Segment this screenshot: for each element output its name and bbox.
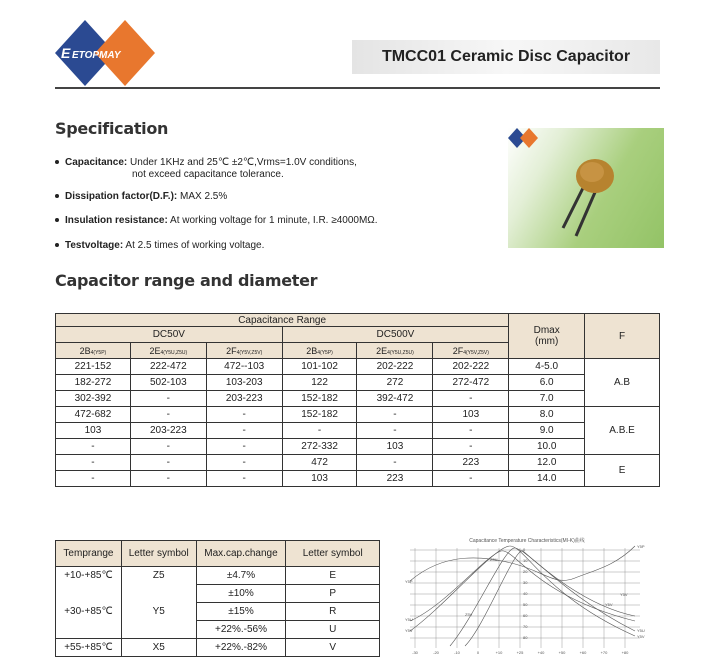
x-tick-label: -20 (433, 650, 439, 655)
table-row (56, 471, 660, 487)
spec-test-voltage: Testvoltage: At 2.5 times of working voltage. (55, 240, 264, 252)
table-cell: 103 (282, 471, 357, 487)
table-cell: 152-182 (282, 391, 357, 407)
y-tick-label: 40 (523, 591, 528, 596)
table-cell: - (206, 439, 282, 455)
svg-text:E: E (61, 45, 71, 61)
table-cell: - (206, 471, 282, 487)
table-row (56, 375, 660, 391)
specification-heading: Specification (55, 119, 169, 138)
table-cell: 101-102 (282, 359, 357, 375)
table-cell: 223 (357, 471, 433, 487)
curve-label: Y5P (405, 579, 413, 584)
capacitor-range-table: Capacitance Range Dmax (mm) F DC50V DC500V 2B4(Y5P) 2E4(Y5U,Z5U) 2F4(Y5V,Z5V) 2B4(Y5P) 2E4(Y5U,Z5U) 2F4(Y5V,Z5V) 221-152 222-472 472--103 101-102 202-222 202-222 4-5.0 A.B 182-272 502-103 103-203 122 272 272-472 6.0 302-392 - 203-223 152-182 392-472 - 7.0 472-682 - - 152-182 - 103 8.0 A.B.E 103 203-223 - - - - 9.0 - - - 272-332 103 - 10.0 - - - 472 - 223 12.0 E - - - 103 223 - 14.0 (55, 313, 660, 487)
y-tick-label: 60 (523, 613, 528, 618)
table-cell: - (56, 455, 131, 471)
curve-label: Y5V (637, 634, 645, 639)
y-tick-label: 80 (523, 635, 528, 640)
f-group-cell: E (585, 455, 660, 487)
f-group-cell: A.B.E (585, 407, 660, 455)
table-row (56, 455, 660, 471)
table-cell: - (206, 423, 282, 439)
x-tick-label: +25 (516, 650, 524, 655)
table-row (56, 423, 660, 439)
table-cell: 4-5.0 (509, 359, 585, 375)
y-tick-label: 30 (523, 580, 528, 585)
curve-label: Y5V (405, 628, 413, 633)
table-cell: 6.0 (509, 375, 585, 391)
table-cell: 103 (433, 407, 509, 423)
f-group-cell: A.B (585, 359, 660, 407)
etopmay-logo (55, 20, 155, 86)
y-tick-label: 20 (523, 569, 528, 574)
table-cell: 302-392 (56, 391, 131, 407)
table-cell: - (130, 455, 206, 471)
subcolumn-header: 2B4(Y5P) (56, 343, 131, 359)
subcolumn-header: 2F4(Y5V,Z5V) (433, 343, 509, 359)
table-cell: 103 (357, 439, 433, 455)
table-row (56, 359, 660, 375)
table-cell: - (433, 471, 509, 487)
subcolumn-header: 2F4(Y5V,Z5V) (206, 343, 282, 359)
y-tick-label: 10 (523, 558, 528, 563)
table-row (56, 407, 660, 423)
table-cell: - (130, 407, 206, 423)
subcolumn-header: 2E4(Y5U,Z5U) (357, 343, 433, 359)
x-tick-label: +70 (600, 650, 608, 655)
table-cell: 202-222 (357, 359, 433, 375)
table-cell: - (130, 391, 206, 407)
curve-label: Y5V (605, 602, 613, 607)
y-tick-label: 0 (523, 547, 526, 552)
chart-title: Capacitance Temperature Characteristics(MI-K)曲线 (469, 538, 585, 544)
curve-label: Z5U (490, 557, 498, 562)
table-cell: - (206, 455, 282, 471)
table-cell: 203-223 (130, 423, 206, 439)
table-cell: - (357, 423, 433, 439)
subcolumn-header: 2B4(Y5P) (282, 343, 357, 359)
table-cell: 272-472 (433, 375, 509, 391)
curve-label: Z5V (465, 612, 473, 617)
table-cell: 223 (433, 455, 509, 471)
table-cell: 221-152 (56, 359, 131, 375)
table-cell: - (130, 471, 206, 487)
table-cell: 103-203 (206, 375, 282, 391)
table-cell: - (433, 423, 509, 439)
x-tick-label: -30 (412, 650, 418, 655)
x-tick-label: +10 (495, 650, 503, 655)
table-cell: 502-103 (130, 375, 206, 391)
table-cell: - (206, 407, 282, 423)
table-cell: 472--103 (206, 359, 282, 375)
x-tick-label: +80 (621, 650, 629, 655)
table-cell: 202-222 (433, 359, 509, 375)
table-cell: - (56, 471, 131, 487)
x-tick-label: +40 (537, 650, 545, 655)
curve-label: Y5U (405, 617, 413, 622)
table-cell: 392-472 (357, 391, 433, 407)
table-cell: 103 (56, 423, 131, 439)
table-cell: 8.0 (509, 407, 585, 423)
svg-text:ETOPMAY: ETOPMAY (72, 50, 121, 61)
spec-dissipation: Dissipation factor(D.F.): MAX 2.5% (55, 191, 227, 203)
table-cell: - (56, 439, 131, 455)
table-cell: 9.0 (509, 423, 585, 439)
table-cell: 10.0 (509, 439, 585, 455)
table-cell: - (433, 439, 509, 455)
x-tick-label: +60 (579, 650, 587, 655)
x-tick-label: 0 (476, 650, 480, 655)
table-row (56, 391, 660, 407)
table-cell: - (357, 455, 433, 471)
table-cell: - (130, 439, 206, 455)
table-cell: - (282, 423, 357, 439)
table-cell: 7.0 (509, 391, 585, 407)
curve-label: Y5U (637, 628, 645, 633)
table-cell: 152-182 (282, 407, 357, 423)
table-cell: 222-472 (130, 359, 206, 375)
temperature-table: Temprange Letter symbol Max.cap.change Letter symbol +10-+85℃ Z5 ±4.7% E ±10% P +30-+85℃ Y5 ±15% R +22%.-56% U +55-+85℃ X5 +22%.-82% V (55, 540, 380, 657)
spec-insulation: Insulation resistance: At working voltage for 1 minute, I.R. ≥4000MΩ. (55, 215, 378, 227)
y-tick-label: 50 (523, 602, 528, 607)
table-cell: 182-272 (56, 375, 131, 391)
table-cell: 472 (282, 455, 357, 471)
y-tick-label: 70 (523, 624, 528, 629)
table-cell: - (433, 391, 509, 407)
document-title: TMCC01 Ceramic Disc Capacitor (352, 40, 660, 74)
temperature-characteristics-chart (405, 536, 650, 656)
x-tick-label: +50 (558, 650, 566, 655)
capacitor-photo (508, 128, 664, 248)
spec-label: Capacitance: (65, 157, 128, 168)
curve-label: Y5P (637, 544, 645, 549)
table-cell: 272-332 (282, 439, 357, 455)
table-cell: - (357, 407, 433, 423)
spec-capacitance: Capacitance: Under 1KHz and 25℃ ±2℃,Vrms=1.0V conditions, not exceed capacitance tolerance. (55, 157, 357, 181)
header-divider (55, 87, 660, 89)
table-cell: 472-682 (56, 407, 131, 423)
table-cell: 203-223 (206, 391, 282, 407)
x-tick-label: -10 (454, 650, 460, 655)
table-cell: 272 (357, 375, 433, 391)
curve-label: Y5V (620, 592, 628, 597)
subcolumn-header: 2E4(Y5U,Z5U) (130, 343, 206, 359)
table-cell: 122 (282, 375, 357, 391)
table-cell: 12.0 (509, 455, 585, 471)
range-heading: Capacitor range and diameter (55, 271, 318, 290)
table-row (56, 439, 660, 455)
table-cell: 14.0 (509, 471, 585, 487)
